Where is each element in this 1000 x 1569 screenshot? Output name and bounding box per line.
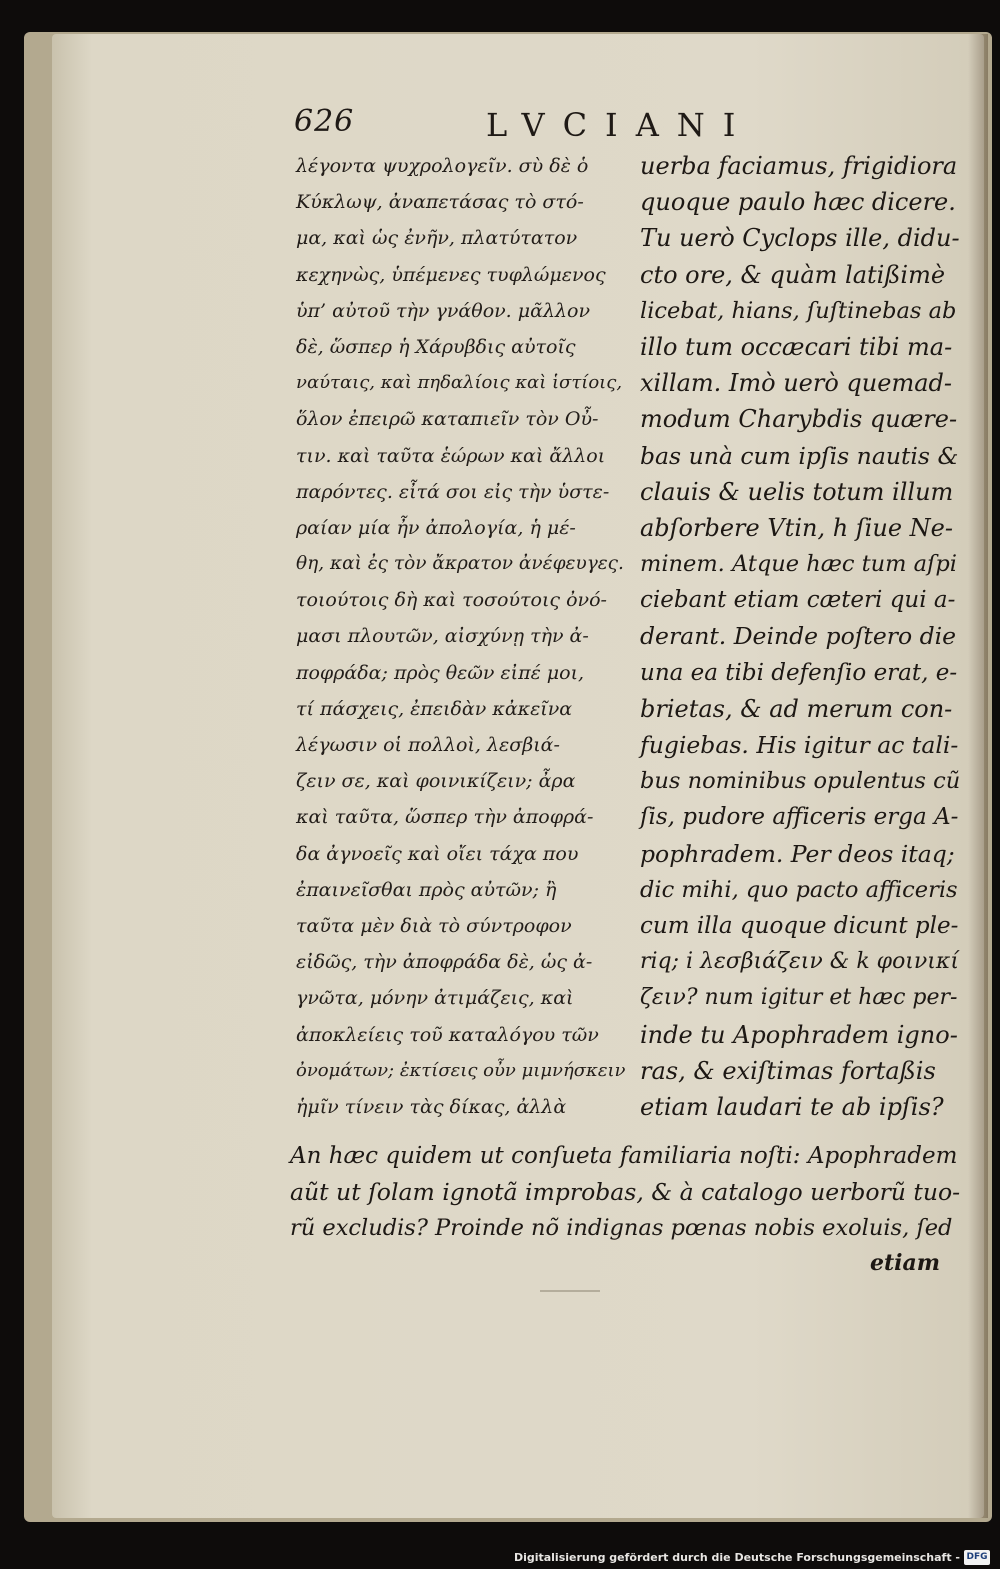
- latin-line: Tu uerò Cyclops ille, didu-: [640, 224, 960, 253]
- greek-line: δα ἀγνοεῖς καὶ οἴει τάχα που: [296, 842, 579, 865]
- latin-line: bas unà cum ipſis nautis &: [640, 441, 959, 470]
- latin-line: brietas, & ad merum con-: [640, 694, 953, 723]
- greek-line: γνῶτα, μόνην ἀτιμάζεις, καὶ: [296, 987, 574, 1010]
- latin-line: xillam. Imò uerò quemad-: [640, 369, 952, 398]
- latin-line: illo tum occæcari tibi ma-: [640, 332, 953, 361]
- latin-line: derant. Deinde poſtero die: [640, 622, 957, 651]
- latin-line: etiam laudari te ab ipſis?: [640, 1092, 944, 1121]
- greek-line: Κύκλωψ, ἀναπετάσας τὸ στό-: [296, 191, 584, 214]
- greek-line: θη, καὶ ἐς τὸν ἄκρατον ἀνέφευγες.: [296, 553, 624, 575]
- greek-line: μα, καὶ ὡς ἐνῆν, πλατύτατον: [296, 227, 578, 250]
- greek-line: τοιούτοις δὴ καὶ τοσούτοις ὀνό-: [296, 589, 607, 612]
- greek-line: ὀνομάτων; ἐκτίσεις οὖν μιμνήσκειν: [296, 1059, 626, 1081]
- latin-line: inde tu Apophradem igno-: [640, 1020, 958, 1049]
- greek-line: ὑπ’ αὐτοῦ τὴν γνάθον. μᾶλλον: [296, 299, 591, 322]
- latin-line: ζειν? num igitur et hæc per-: [640, 985, 958, 1011]
- greek-line: ποφράδα; πρὸς θεῶν εἰπέ μοι,: [296, 661, 585, 684]
- latin-line: pophradem. Per deos itaq;: [640, 839, 955, 868]
- latin-line: bus nominibus opulentus cũ: [640, 768, 961, 795]
- greek-line: ἡμῖν τίνειν τὰς δίκας, ἀλλὰ: [296, 1095, 567, 1118]
- page-number: 626: [294, 104, 355, 139]
- greek-line: ἐπαινεῖσθαι πρὸς αὐτῶν; ἢ: [296, 878, 557, 901]
- text-line: rũ excludis? Proinde nõ indignas pœnas nobis exoluis, ſed: [290, 1215, 953, 1241]
- catchword: etiam: [870, 1250, 941, 1276]
- footer-credit: Digitalisierung gefördert durch die Deutsche Forschungsgemeinschaft -: [513, 1551, 960, 1564]
- greek-line: τί πάσχεις, ἐπειδὰν κἀκεῖνα: [296, 697, 573, 720]
- greek-line: ἀποκλείεις τοῦ καταλόγου τῶν: [296, 1023, 599, 1046]
- greek-line: ραίαν μία ἦν ἀπολογία, ἡ μέ-: [296, 516, 576, 539]
- greek-line: εἰδῶς, τὴν ἀποφράδα δὲ, ὡς ἀ-: [296, 951, 593, 974]
- latin-line: uerba faciamus, frigidiora: [640, 152, 958, 180]
- latin-line: minem. Atque hæc tum aſpi: [640, 551, 957, 578]
- greek-text-column: [296, 148, 626, 1125]
- latin-text-column: [640, 148, 960, 1125]
- latin-line: licebat, hians, ſuſtinebas ab: [640, 297, 957, 324]
- greek-line: ναύταις, καὶ πηδαλίοις καὶ ἱστίοις,: [296, 372, 623, 394]
- latin-line: una ea tibi defenſio erat, e-: [640, 659, 958, 686]
- latin-line: clauis & uelis totum illum: [640, 477, 954, 506]
- full-width-text-block: [290, 1138, 960, 1246]
- latin-line: fugiebas. His igitur ac tali-: [640, 731, 959, 759]
- greek-line: ζειν σε, καὶ φοινικίζειν; ἆρα: [296, 770, 576, 793]
- greek-line: δὲ, ὥσπερ ἡ Χάρυβδις αὐτοῖς: [296, 335, 576, 358]
- latin-line: dic mihi, quo pacto afficeris: [640, 876, 958, 903]
- latin-line: cto ore, & quàm latißimè: [640, 260, 946, 289]
- running-title: LVCIANI: [486, 106, 754, 144]
- greek-line: ὅλον ἐπειρῶ καταπιεῖν τὸν Οὖ-: [296, 408, 599, 431]
- latin-line: abſorbere Vtin, h ſiue Ne-: [640, 513, 953, 542]
- greek-line: ταῦτα μὲν διὰ τὸ σύντροφον: [296, 914, 572, 937]
- page-gutter-shadow: [968, 34, 988, 1518]
- text-line: An hæc quidem ut conſueta familiaria noſti: Apophradem: [290, 1143, 958, 1169]
- latin-line: quoque paulo hæc dicere.: [640, 188, 956, 217]
- latin-line: modum Charybdis quære-: [640, 405, 958, 434]
- latin-line: cum illa quoque dicunt ple-: [640, 912, 959, 939]
- greek-line: τιν. καὶ ταῦτα ἑώρων καὶ ἄλλοι: [296, 444, 606, 467]
- dfg-logo-icon: DFG: [964, 1550, 990, 1565]
- latin-line: ras, & exiſtimas fortaßis: [640, 1056, 936, 1085]
- text-line: aũt ut ſolam ignotã improbas, & à catalogo uerborũ tuo-: [290, 1178, 961, 1206]
- latin-line: ſis, pudore afficeris erga A-: [640, 804, 959, 831]
- greek-line: λέγωσιν οἱ πολλοὶ, λεσβιά-: [296, 734, 560, 756]
- greek-line: λέγοντα ψυχρολογεῖν. σὺ δὲ ὁ: [296, 155, 589, 177]
- latin-line: riq; i λεσβιάζειν & k φοινικί: [640, 949, 959, 975]
- greek-line: κεχηνὼς, ὑπέμενες τυφλώμενος: [296, 263, 606, 286]
- greek-line: μασι πλουτῶν, αἰσχύνῃ τὴν ἀ-: [296, 625, 589, 648]
- greek-line: καὶ ταῦτα, ὥσπερ τὴν ἀποφρά-: [296, 806, 594, 829]
- ink-mark: [540, 1290, 600, 1292]
- latin-line: ciebant etiam cæteri qui a-: [640, 587, 956, 614]
- greek-line: παρόντες. εἶτά σοι εἰς τὴν ὑστε-: [296, 480, 610, 503]
